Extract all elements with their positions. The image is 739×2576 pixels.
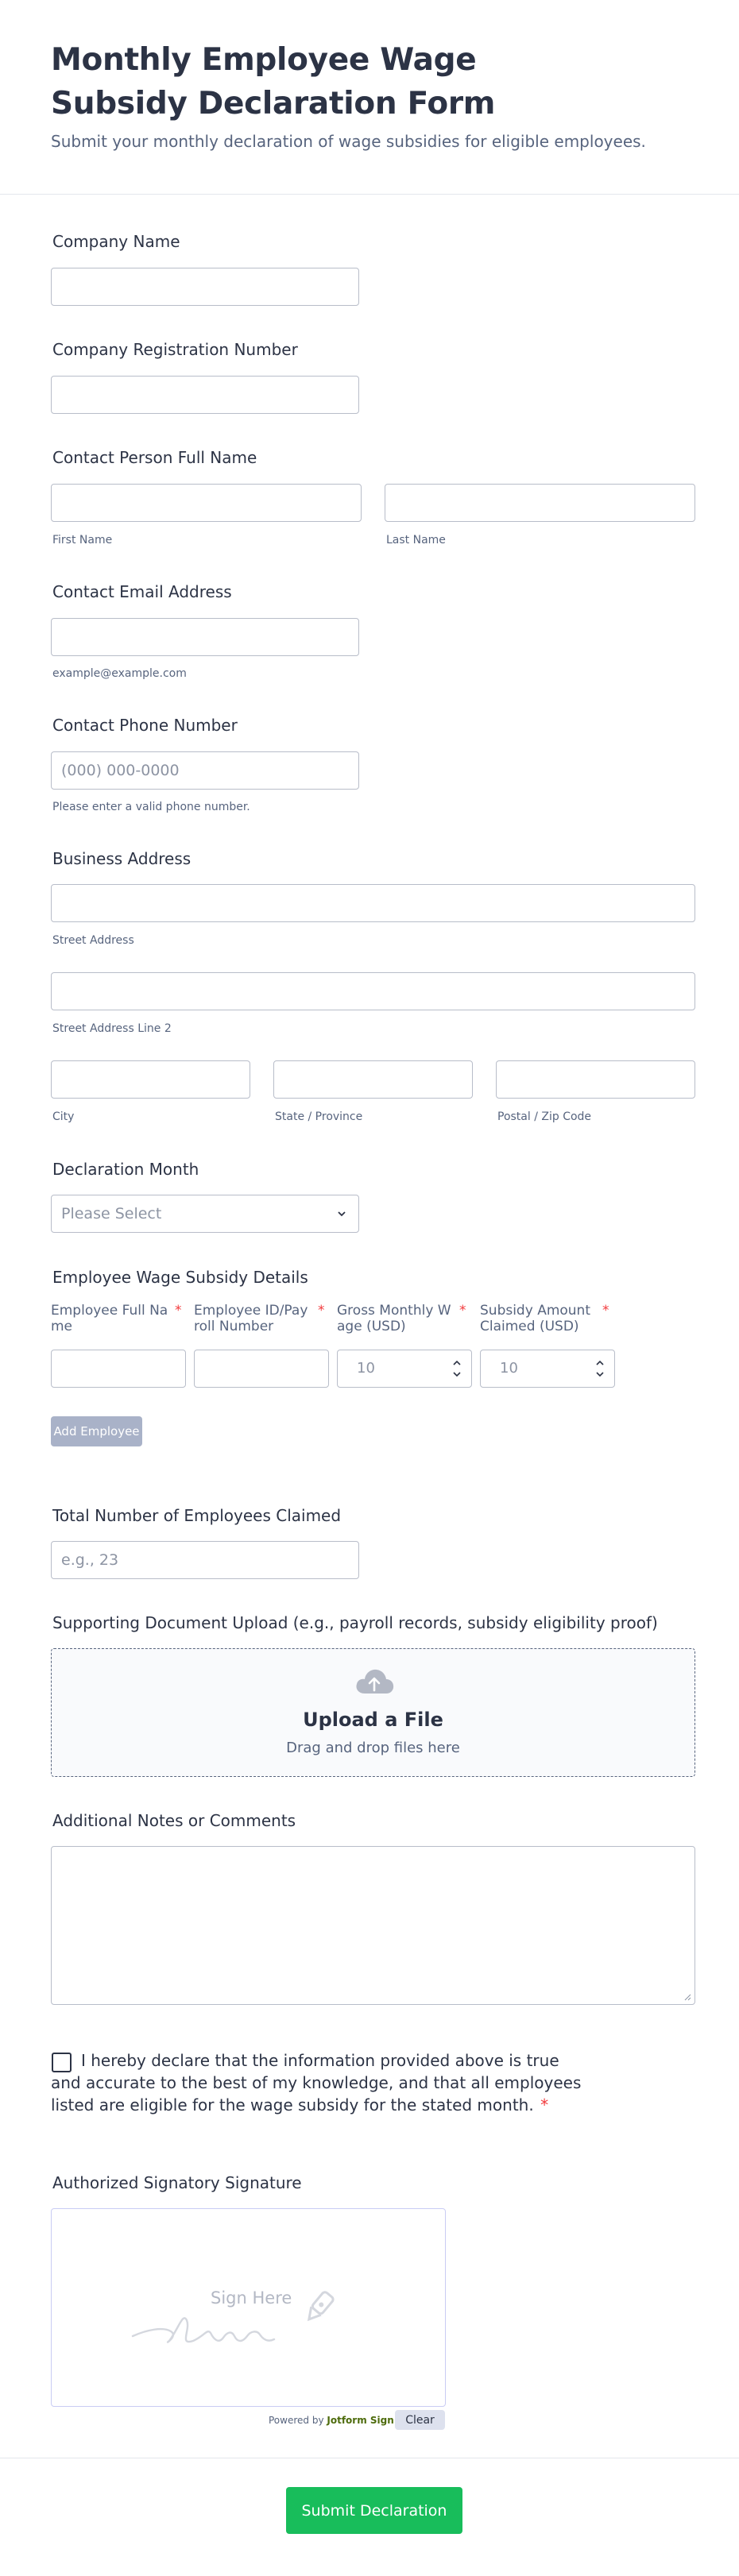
contact-name-label: Contact Person Full Name xyxy=(52,448,257,467)
cloud-upload-icon xyxy=(354,1666,395,1698)
required-mark: * xyxy=(540,2095,549,2114)
declaration-month-select[interactable] xyxy=(51,1195,359,1233)
required-mark: * xyxy=(459,1303,466,1319)
street-address-2-sublabel: Street Address Line 2 xyxy=(52,1022,172,1035)
last-name-sublabel: Last Name xyxy=(386,534,446,546)
employee-table-label: Employee Wage Subsidy Details xyxy=(52,1268,308,1287)
form-title: Monthly Employee Wage Subsidy Declaration Form xyxy=(51,42,496,122)
postal-input[interactable] xyxy=(496,1060,695,1099)
postal-sublabel: Postal / Zip Code xyxy=(497,1110,592,1123)
upload-title: Upload a File xyxy=(303,1709,443,1731)
city-sublabel: City xyxy=(52,1110,75,1123)
submit-button[interactable]: Submit Declaration xyxy=(286,2487,462,2534)
required-mark: * xyxy=(175,1303,182,1319)
column-header-subsidy-amount: Subsidy Amount Claimed (USD) xyxy=(480,1303,590,1334)
email-input[interactable] xyxy=(51,618,359,656)
form-subtitle: Submit your monthly declaration of wage subsidies for eligible employees. xyxy=(51,132,646,151)
city-input[interactable] xyxy=(51,1060,250,1099)
jotform-sign-brand: Jotform Sign xyxy=(327,2415,394,2426)
email-sublabel: example@example.com xyxy=(52,667,187,680)
first-name-sublabel: First Name xyxy=(52,534,113,546)
phone-sublabel: Please enter a valid phone number. xyxy=(52,801,250,813)
subsidy-amount-placeholder: 10 xyxy=(500,1360,518,1377)
signature-pad[interactable] xyxy=(51,2208,446,2407)
employee-name-input[interactable] xyxy=(51,1350,186,1388)
file-upload-dropzone[interactable] xyxy=(51,1648,695,1777)
declaration-month-label: Declaration Month xyxy=(52,1160,199,1179)
street-address-2-input[interactable] xyxy=(51,972,695,1010)
street-address-input[interactable] xyxy=(51,884,695,922)
upload-subtitle: Drag and drop files here xyxy=(286,1740,460,1756)
address-label: Business Address xyxy=(52,849,192,868)
state-input[interactable] xyxy=(273,1060,473,1099)
total-employees-input[interactable] xyxy=(51,1541,359,1579)
declaration-month-placeholder: Please Select xyxy=(61,1205,162,1222)
add-employee-button[interactable]: Add Employee xyxy=(51,1416,142,1446)
email-label: Contact Email Address xyxy=(52,582,232,601)
column-header-employee-id: Employee ID/Payroll Number xyxy=(194,1303,308,1334)
spinner-arrows-icon[interactable] xyxy=(595,1358,605,1380)
required-mark: * xyxy=(602,1303,609,1319)
signature-label: Authorized Signatory Signature xyxy=(52,2173,302,2192)
resize-handle-icon[interactable] xyxy=(683,1993,691,2001)
registration-number-label: Company Registration Number xyxy=(52,340,298,359)
required-mark: * xyxy=(318,1303,325,1319)
company-name-input[interactable] xyxy=(51,268,359,306)
notes-textarea[interactable] xyxy=(51,1846,695,2005)
registration-number-input[interactable] xyxy=(51,376,359,414)
column-header-employee-name: Employee Full Name xyxy=(51,1303,168,1334)
subsidy-amount-input[interactable] xyxy=(480,1350,615,1388)
employee-id-input[interactable] xyxy=(194,1350,329,1388)
form-header xyxy=(0,0,739,195)
last-name-input[interactable] xyxy=(385,484,695,522)
first-name-input[interactable] xyxy=(51,484,362,522)
gross-wage-placeholder: 10 xyxy=(357,1360,375,1377)
phone-input[interactable] xyxy=(51,751,359,790)
phone-label: Contact Phone Number xyxy=(52,716,238,735)
total-employees-label: Total Number of Employees Claimed xyxy=(52,1506,342,1525)
sign-here-placeholder: Sign Here xyxy=(211,2288,292,2308)
state-sublabel: State / Province xyxy=(275,1110,363,1123)
notes-label: Additional Notes or Comments xyxy=(52,1811,296,1830)
clear-signature-button[interactable]: Clear xyxy=(395,2410,445,2430)
powered-by-text: Powered by Jotform Sign xyxy=(269,2415,394,2426)
chevron-down-icon xyxy=(336,1208,347,1219)
spinner-arrows-icon[interactable] xyxy=(452,1358,462,1380)
street-address-sublabel: Street Address xyxy=(52,934,134,947)
declaration-text: I hereby declare that the information provided above is true and accurate to the best of my knowledge, and that all employees listed are eligible for the wage subsidy for the stated month. * xyxy=(51,2051,582,2114)
company-name-label: Company Name xyxy=(52,232,180,251)
column-header-gross-wage: Gross Monthly Wage (USD) xyxy=(337,1303,451,1334)
gross-wage-input[interactable] xyxy=(337,1350,472,1388)
upload-label: Supporting Document Upload (e.g., payroll records, subsidy eligibility proof) xyxy=(52,1613,658,1632)
